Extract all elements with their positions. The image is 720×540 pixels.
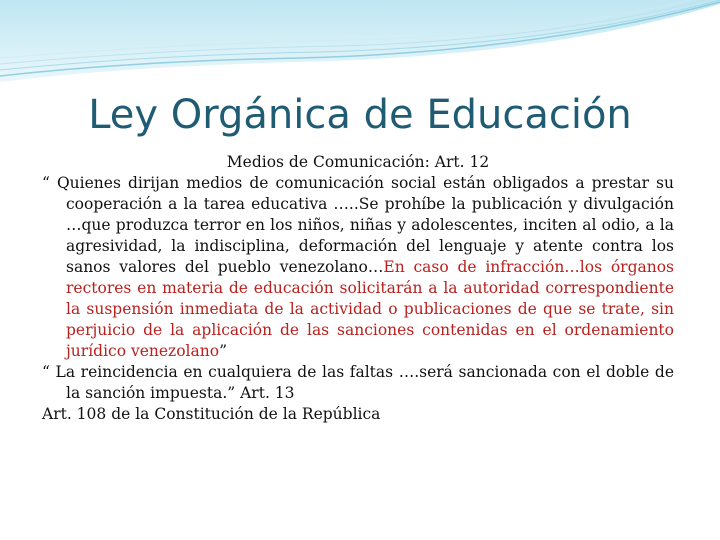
constitution-reference: Art. 108 de la Constitución de la República (42, 405, 381, 423)
decorative-wave-header (0, 0, 720, 90)
quote-highlight: En caso de infracción…los órganos rectores en materia de educación solicitarán a la autoridad correspondiente la suspensión inmediata de la actividad o publicaciones de que se trate, sin perjuicio de la aplicación de las sanciones contenidas en el ordenamiento jurídico venezolano (66, 258, 674, 360)
quote-close: ” (219, 342, 228, 360)
slide-content (42, 152, 674, 425)
quote-text: “ Quienes dirijan medios de comunicación social están obligados a prestar su cooperación a la tarea educativa …..Se prohíbe la publicación y divulgación …que produzca terror en los niños, niñas y adolescentes, inciten al odio, a la agresividad, la indisciplina, deformación del lenguaje y atente contra los sanos valores del pueblo venezolano… (42, 174, 674, 276)
quote-article-13: “ La reincidencia en cualquiera de las faltas ….será sancionada con el doble de la sanción impuesta.” Art. 13 (42, 363, 674, 402)
slide-title: Ley Orgánica de Educación (88, 92, 632, 138)
section-heading: Medios de Comunicación: Art. 12 (226, 153, 490, 171)
quote-article-12 (42, 173, 674, 362)
